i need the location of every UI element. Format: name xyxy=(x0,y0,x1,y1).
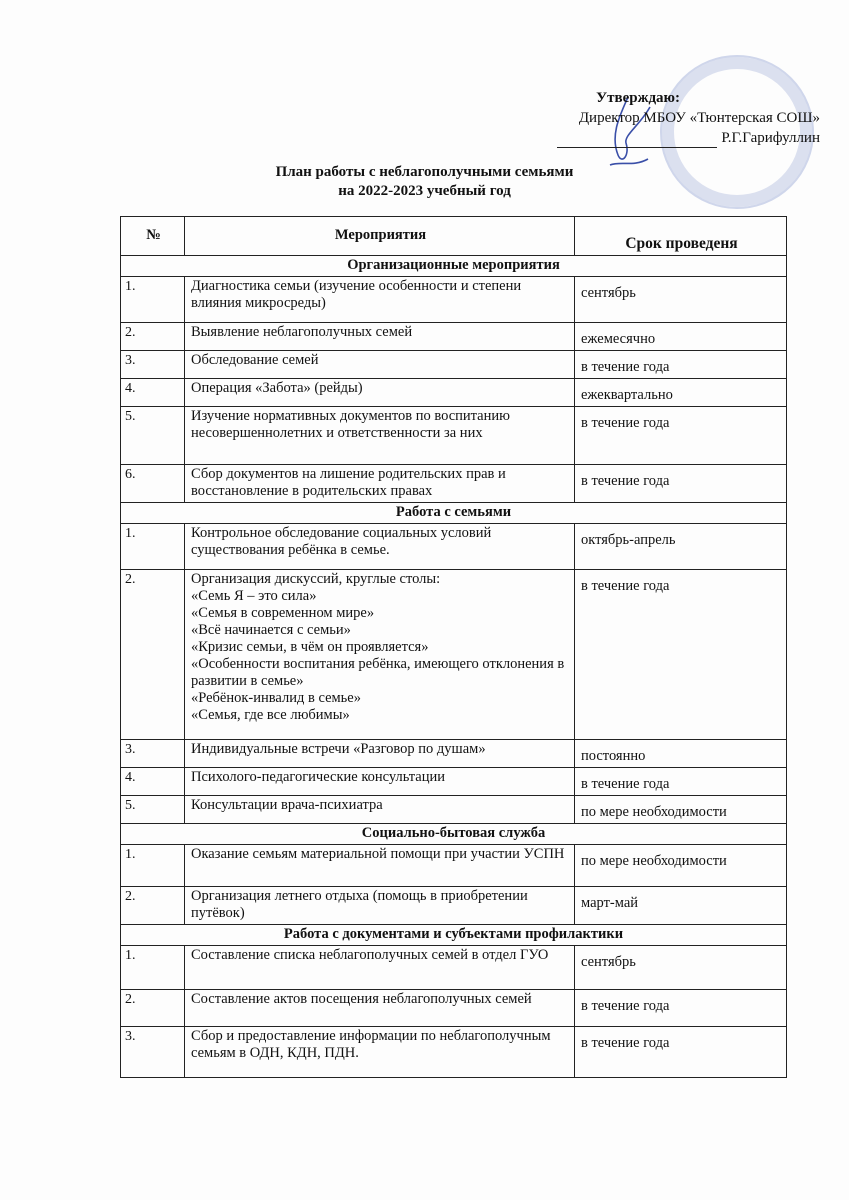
plan-table xyxy=(120,216,787,1078)
row-deadline: постоянно xyxy=(575,740,787,768)
header-event: Мероприятия xyxy=(185,217,575,256)
document-title-line2: на 2022-2023 учебный год xyxy=(338,183,511,199)
row-number: 5. xyxy=(121,796,185,824)
section-title: Организационные мероприятия xyxy=(121,256,787,277)
row-number: 3. xyxy=(121,351,185,379)
row-number: 4. xyxy=(121,768,185,796)
table-row xyxy=(121,277,787,323)
document-title xyxy=(0,163,849,201)
table-row xyxy=(121,351,787,379)
row-deadline: сентябрь xyxy=(575,946,787,990)
row-number: 2. xyxy=(121,990,185,1027)
row-number: 5. xyxy=(121,407,185,465)
row-deadline: по мере необходимости xyxy=(575,845,787,887)
table-row xyxy=(121,570,787,740)
row-event: Психолого-педагогические консультации xyxy=(185,768,575,796)
row-deadline: по мере необходимости xyxy=(575,796,787,824)
row-event: Индивидуальные встречи «Разговор по душам» xyxy=(185,740,575,768)
table-row xyxy=(121,768,787,796)
row-deadline: ежемесячно xyxy=(575,323,787,351)
approval-signer: Р.Г.Гарифуллин xyxy=(721,130,820,146)
row-event: Организация дискуссий, круглые столы: «Семь Я – это сила» «Семья в современном мире» «Всё начинается с семьи» «Кризис семьи, в чём он проявляется» «Особенности воспитания ребёнка, имеющего отклонения в развитии в семье» «Ребёнок-инвалид в семье» «Семья, где все любимы» xyxy=(185,570,575,740)
table-row xyxy=(121,845,787,887)
section-title: Социально-бытовая служба xyxy=(121,824,787,845)
row-number: 3. xyxy=(121,740,185,768)
table-row xyxy=(121,323,787,351)
row-number: 2. xyxy=(121,323,185,351)
table-row xyxy=(121,990,787,1027)
row-number: 1. xyxy=(121,524,185,570)
header-deadline: Срок проведеня xyxy=(575,217,787,256)
plan-table-body xyxy=(121,256,787,1078)
row-event: Сбор и предоставление информации по неблагополучным семьям в ОДН, КДН, ПДН. xyxy=(185,1027,575,1078)
row-number: 2. xyxy=(121,570,185,740)
row-number: 1. xyxy=(121,845,185,887)
section-header-row xyxy=(121,503,787,524)
table-row xyxy=(121,407,787,465)
row-deadline: в течение года xyxy=(575,570,787,740)
row-deadline: сентябрь xyxy=(575,277,787,323)
approval-signature-line xyxy=(500,128,820,148)
section-header-row xyxy=(121,824,787,845)
table-row xyxy=(121,379,787,407)
row-event: Оказание семьям материальной помощи при участии УСПН xyxy=(185,845,575,887)
row-deadline: в течение года xyxy=(575,1027,787,1078)
row-event: Составление актов посещения неблагополучных семей xyxy=(185,990,575,1027)
row-number: 4. xyxy=(121,379,185,407)
section-header-row xyxy=(121,256,787,277)
row-event: Обследование семей xyxy=(185,351,575,379)
row-deadline: в течение года xyxy=(575,768,787,796)
row-deadline: октябрь-апрель xyxy=(575,524,787,570)
table-row xyxy=(121,796,787,824)
row-number: 6. xyxy=(121,465,185,503)
row-number: 2. xyxy=(121,887,185,925)
table-header-row xyxy=(121,217,787,256)
row-deadline: в течение года xyxy=(575,407,787,465)
row-number: 1. xyxy=(121,277,185,323)
row-deadline: март-май xyxy=(575,887,787,925)
row-number: 1. xyxy=(121,946,185,990)
row-deadline: ежеквартально xyxy=(575,379,787,407)
approval-title: Утверждаю: xyxy=(596,90,680,106)
row-event: Консультации врача-психиатра xyxy=(185,796,575,824)
row-number: 3. xyxy=(121,1027,185,1078)
section-title: Работа с семьями xyxy=(121,503,787,524)
table-row xyxy=(121,465,787,503)
row-deadline: в течение года xyxy=(575,465,787,503)
table-row xyxy=(121,946,787,990)
row-event: Составление списка неблагополучных семей в отдел ГУО xyxy=(185,946,575,990)
row-deadline: в течение года xyxy=(575,351,787,379)
row-event: Сбор документов на лишение родительских прав и восстановление в родительских правах xyxy=(185,465,575,503)
row-event: Операция «Забота» (рейды) xyxy=(185,379,575,407)
section-header-row xyxy=(121,925,787,946)
signature-underline xyxy=(557,133,717,148)
table-row xyxy=(121,524,787,570)
approval-block xyxy=(500,88,820,148)
row-event: Выявление неблагополучных семей xyxy=(185,323,575,351)
table-row xyxy=(121,1027,787,1078)
section-title: Работа с документами и субъектами профилактики xyxy=(121,925,787,946)
row-deadline: в течение года xyxy=(575,990,787,1027)
header-num: № xyxy=(121,217,185,256)
row-event: Организация летнего отдыха (помощь в приобретении путёвок) xyxy=(185,887,575,925)
row-event: Контрольное обследование социальных условий существования ребёнка в семье. xyxy=(185,524,575,570)
document-title-line1: План работы с неблагополучными семьями xyxy=(275,164,574,180)
approval-position: Директор МБОУ «Тюнтерская СОШ» xyxy=(578,110,820,126)
row-event: Диагностика семьи (изучение особенности и степени влияния микросреды) xyxy=(185,277,575,323)
table-row xyxy=(121,887,787,925)
row-event: Изучение нормативных документов по воспитанию несовершеннолетних и ответственности за них xyxy=(185,407,575,465)
table-row xyxy=(121,740,787,768)
